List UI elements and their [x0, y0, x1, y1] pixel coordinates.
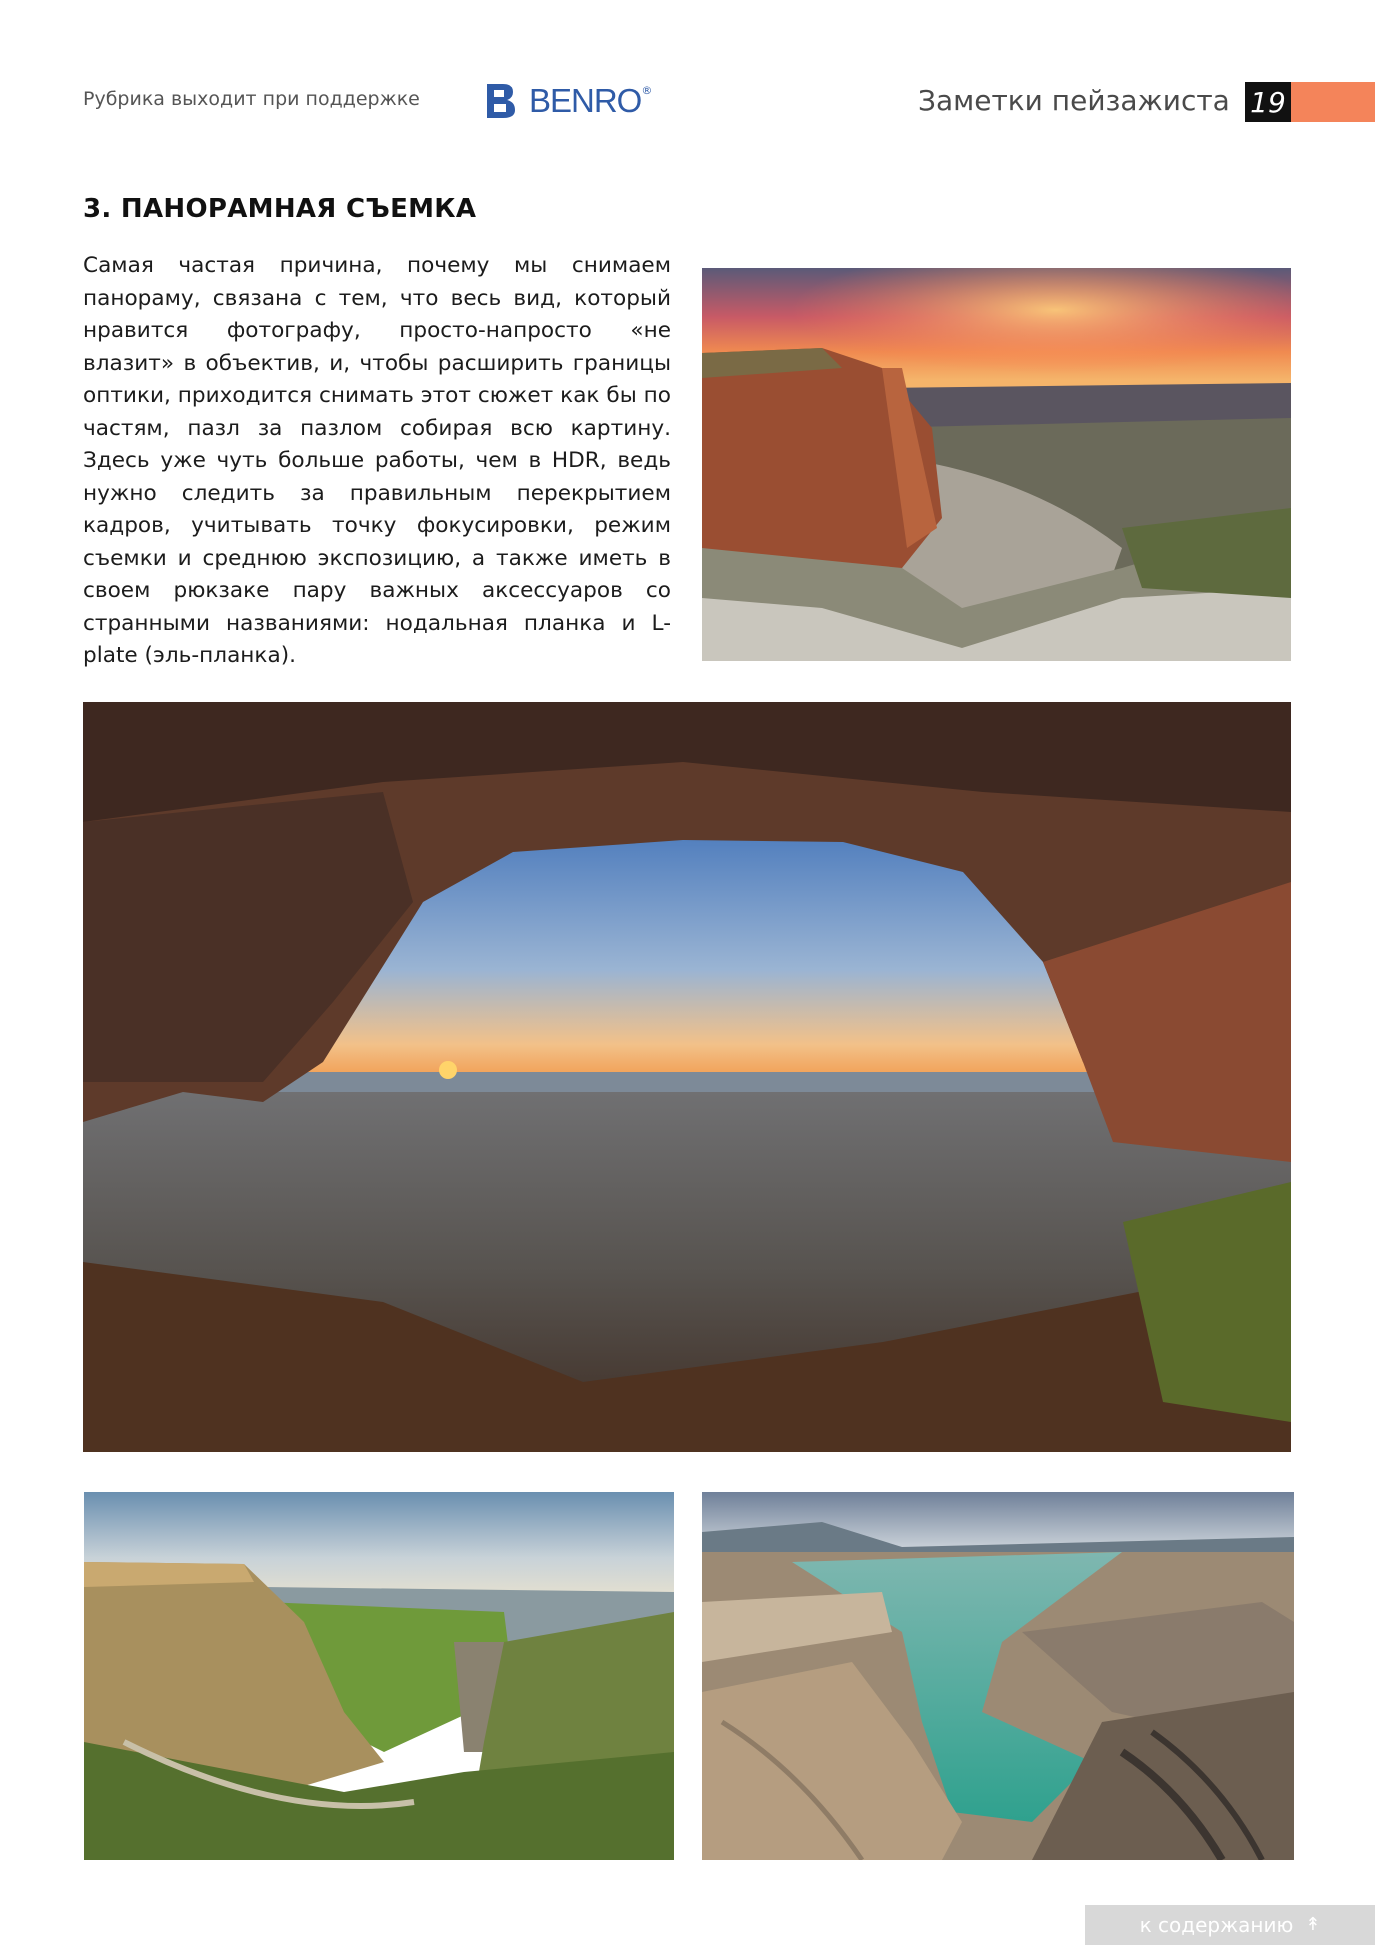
photo-turquoise-reservoir	[702, 1492, 1294, 1860]
double-chevron-up-icon: ↟	[1305, 1914, 1321, 1935]
benro-logo	[483, 80, 652, 122]
table-of-contents-link[interactable]	[1085, 1905, 1375, 1945]
section-heading: 3. ПАНОРАМНАЯ СЪЕМКА	[83, 194, 477, 224]
photo-cliff-sunset	[702, 268, 1291, 661]
benro-logo-icon	[483, 82, 523, 120]
header-accent-bar	[1291, 82, 1375, 122]
section-name: Заметки пейзажиста	[918, 84, 1230, 117]
logo-registered-mark: ®	[641, 84, 653, 97]
article-body: Самая частая причина, почему мы снимаем панораму, связана с тем, что весь вид, который нравится фотографу, просто-напросто «не влазит» в объектив, и, чтобы расширить границы оптики, приходится снимать этот сюжет как бы по частям, пазл за пазлом собирая всю картину. Здесь уже чуть больше работы, чем в HDR, ведь нужно следить за правильным перекрытием кадров, учитывать точку фокусировки, режим съемки и среднюю экспозицию, а также иметь в своем рюкзаке пару важных аксессуаров со странными названиями: нодальная планка и L-plate (эль-планка).	[83, 253, 671, 668]
sponsor-text: Рубрика выходит при поддержке	[83, 88, 420, 110]
photo-green-canyon	[84, 1492, 674, 1860]
toc-label: к содержанию	[1139, 1913, 1294, 1937]
photo-cave-sea-sunset	[83, 702, 1291, 1452]
logo-word: BENRO	[529, 82, 642, 119]
page-number: 19	[1245, 82, 1291, 122]
